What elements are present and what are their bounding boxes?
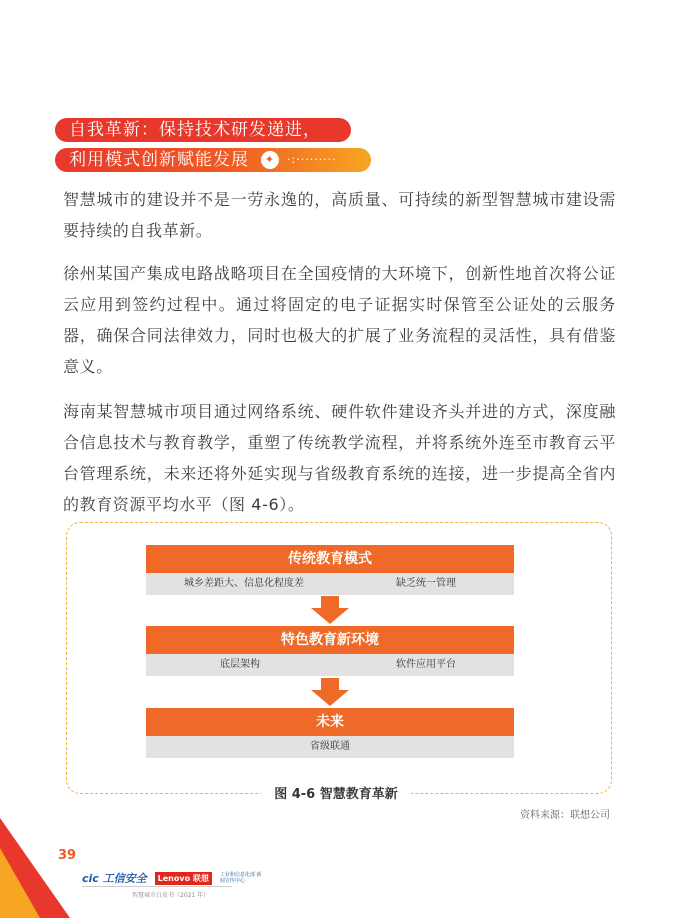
- handshake-icon: ✦: [261, 151, 279, 169]
- logo-cic: cic 工信安全: [82, 872, 147, 885]
- paragraph-intro: 智慧城市的建设并不是一劳永逸的，高质量、可持续的新型智慧城市建设需要持续的自我革新。: [63, 190, 616, 240]
- footer-logos: [82, 870, 264, 886]
- paragraph-xuzhou: 徐州某国产集成电路战略项目在全国疫情的大环境下，创新性地首次将公证云应用到签约过程中。通过将固定的电子证据实时保管至公证处的云服务器，确保合同法律效力，同时也极大的扩展了业务流程的灵活性，具有借鉴意义。: [63, 264, 616, 376]
- stage-sub-traditional: [146, 573, 514, 595]
- corner-decoration: [0, 818, 90, 918]
- figure-source: 资料来源：联想公司: [520, 810, 610, 821]
- stage-item: 缺乏统一管理: [396, 578, 456, 589]
- down-arrow-icon: [311, 596, 349, 624]
- section-title-line1: [55, 118, 351, 142]
- stage-item: 软件应用平台: [396, 659, 456, 670]
- stage-sub-new-environment: [146, 654, 514, 676]
- stage-item: 底层架构: [220, 659, 260, 670]
- stage-header-future: 未来: [146, 708, 514, 736]
- logo-gov: 工业和信息化部 新闻宣传中心: [219, 872, 262, 884]
- section-title-text-2: 利用模式创新赋能发展: [69, 150, 249, 170]
- page-number: 39: [58, 848, 77, 863]
- stage-header-new-environment: 特色教育新环境: [146, 626, 514, 654]
- section-title-text-1: 自我革新：保持技术研发递进，: [69, 120, 321, 140]
- paragraph-hainan: 海南某智慧城市项目通过网络系统、硬件软件建设齐头并进的方式，深度融合信息技术与教育教学，重塑了传统教学流程，并将系统外连至市教育云平台管理系统，未来还将外延实现与省级教育系统的连接，进一步提高全省内的教育资源平均水平（图 4-6）。: [63, 402, 616, 514]
- footer-divider: [82, 886, 232, 887]
- stage-item: 城乡差距大、信息化程度差: [184, 578, 304, 589]
- footer-note: 智慧城市白皮书（2021 年）: [132, 892, 210, 899]
- section-title-line2: [55, 148, 371, 172]
- stage-header-traditional: 传统教育模式: [146, 545, 514, 573]
- stage-item: 省级联通: [310, 741, 350, 752]
- logo-lenovo: Lenovo 联想: [155, 872, 212, 885]
- down-arrow-icon: [311, 678, 349, 706]
- decorative-dots: ·:·········: [287, 153, 337, 166]
- stage-sub-future: [146, 736, 514, 758]
- figure-caption: 图 4-6 智慧教育革新: [261, 785, 411, 805]
